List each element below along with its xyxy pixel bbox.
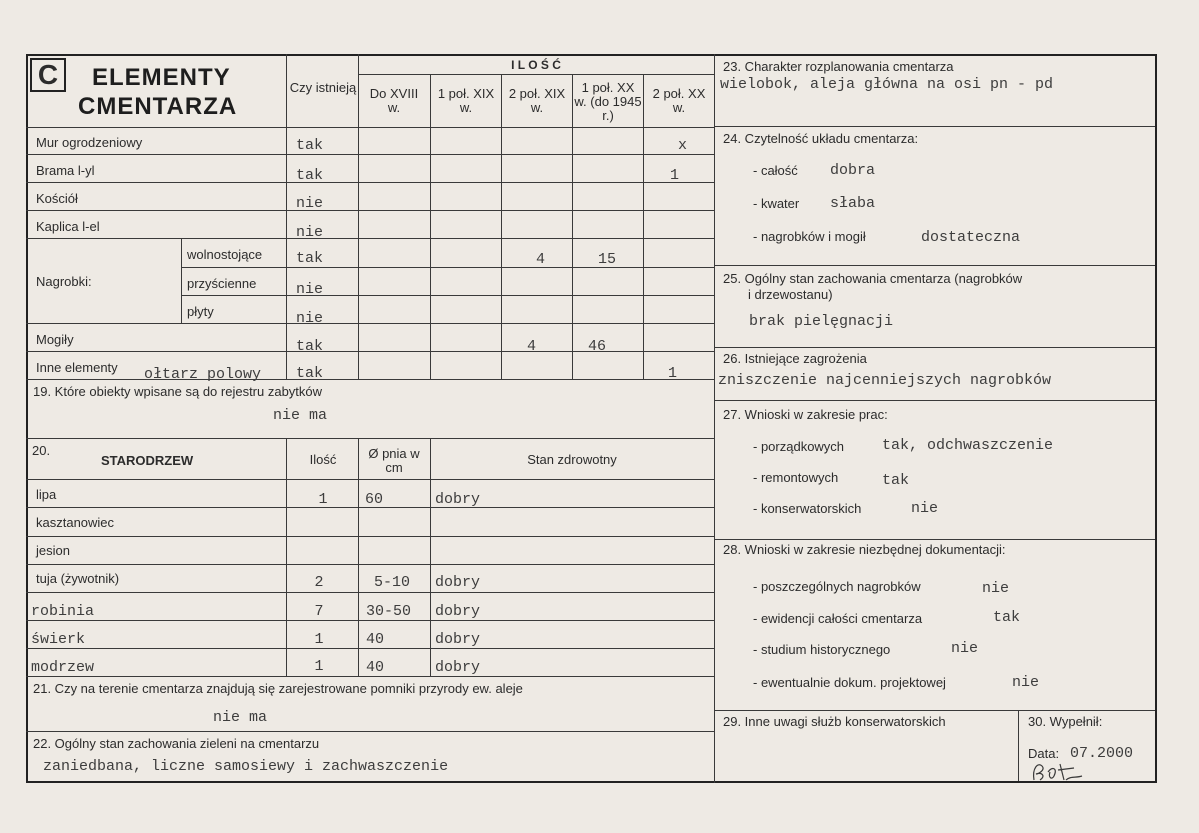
wolno-label: wolnostojące	[187, 247, 263, 262]
q22-label: 22. Ogólny stan zachowania zieleni na cmentarzu	[33, 736, 320, 751]
tree-qty: 1	[314, 631, 324, 648]
q28-label: 28. Wnioski w zakresie niezbędnej dokumentacji:	[723, 542, 1006, 557]
q28-c-value: nie	[951, 640, 979, 657]
q21-label: 21. Czy na terenie cmentarza znajdują się zarejestrowane pomniki przyrody ew. aleje	[33, 681, 523, 696]
wolno-p4: 15	[598, 251, 617, 268]
mogily-label: Mogiły	[36, 332, 74, 347]
q26-answer: zniszczenie najcenniejszych nagrobków	[718, 372, 1052, 389]
tree-name: robinia	[31, 603, 95, 620]
q24-label: 24. Czytelność układu cmentarza:	[723, 131, 919, 146]
period-2: 1 poł. XIX w.	[437, 86, 495, 115]
tree-qty: 7	[314, 603, 324, 620]
q28-c-label: - studium historycznego	[753, 642, 891, 657]
q24-nagr-label: - nagrobków i mogił	[753, 229, 866, 244]
tree-health: dobry	[435, 659, 481, 676]
kaplica-exists: nie	[296, 224, 324, 241]
tree-name: kasztanowiec	[36, 515, 115, 530]
q27-kons-value: nie	[911, 500, 939, 517]
q23-answer: wielobok, aleja główna na osi pn - pd	[720, 76, 1054, 93]
przysc-exists: nie	[296, 281, 324, 298]
inne-exists: tak	[296, 365, 324, 382]
tree-diam: 40	[366, 631, 385, 648]
q19-answer: nie ma	[273, 407, 328, 424]
q21-answer: nie ma	[213, 709, 268, 726]
brama-label: Brama l-yl	[36, 163, 95, 178]
q25-label-1: 25. Ogólny stan zachowania cmentarza (nagrobków	[723, 271, 1023, 286]
q24-kwater-value: słaba	[830, 195, 876, 212]
inne-p5: 1	[668, 365, 678, 382]
q29-label: 29. Inne uwagi służb konserwatorskich	[723, 714, 946, 729]
q30-date-value: 07.2000	[1070, 745, 1134, 762]
q20-num: 20.	[32, 443, 51, 458]
mogily-exists: tak	[296, 338, 324, 355]
q27-rem-label: - remontowych	[753, 470, 839, 485]
q27-kons-label: - konserwatorskich	[753, 501, 862, 516]
period-5: 2 poł. XX w.	[652, 86, 706, 115]
q24-kwater-label: - kwater	[753, 196, 800, 211]
title-line2: CMENTARZA	[78, 93, 238, 120]
q27-porz-value: tak, odchwaszczenie	[882, 437, 1054, 454]
q30-date-label: Data:	[1028, 746, 1060, 761]
mur-exists: tak	[296, 137, 324, 154]
przysc-label: przyścienne	[187, 276, 257, 291]
brama-p5: 1	[670, 167, 680, 184]
q30-label: 30. Wypełnił:	[1028, 714, 1103, 729]
inne-label: Inne elementy	[36, 360, 118, 375]
section-letter: C	[30, 58, 66, 92]
inne-value: ołtarz polowy	[144, 366, 262, 383]
q20-title: STARODRZEW	[101, 453, 194, 468]
q27-label: 27. Wnioski w zakresie prac:	[723, 407, 888, 422]
q28-b-label: - ewidencji całości cmentarza	[753, 611, 923, 626]
q24-calosc-value: dobra	[830, 162, 876, 179]
kosciol-label: Kościół	[36, 191, 78, 206]
period-4: 1 poł. XX w. (do 1945 r.)	[574, 80, 642, 123]
tree-name: świerk	[31, 631, 86, 648]
tree-name: tuja (żywotnik)	[36, 571, 120, 586]
kosciol-exists: nie	[296, 195, 324, 212]
mogily-p3: 4	[527, 338, 537, 355]
q24-calosc-label: - całość	[753, 163, 798, 178]
q27-rem-value: tak	[882, 472, 910, 489]
q28-a-value: nie	[982, 580, 1010, 597]
tree-diam: 5-10	[374, 574, 411, 591]
q22-answer: zaniedbana, liczne samosiewy i zachwaszczenie	[43, 758, 449, 775]
q24-nagr-value: dostateczna	[921, 229, 1021, 246]
period-3: 2 poł. XIX w.	[508, 86, 566, 115]
tree-diam: 30-50	[366, 603, 412, 620]
q20-col-diam: Ø pnia w cm	[368, 446, 420, 475]
q19-label: 19. Które obiekty wpisane są do rejestru zabytków	[33, 384, 323, 399]
tree-qty: 2	[314, 574, 324, 591]
plyty-label: płyty	[187, 304, 214, 319]
tree-diam: 60	[365, 491, 384, 508]
q25-label-2: i drzewostanu)	[748, 287, 833, 302]
q28-b-value: tak	[993, 609, 1021, 626]
period-1: Do XVIII w.	[369, 86, 419, 115]
q20-col-health: Stan zdrowotny	[527, 452, 617, 467]
kaplica-label: Kaplica l-el	[36, 219, 100, 234]
mogily-p4: 46	[588, 338, 607, 355]
tree-health: dobry	[435, 574, 481, 591]
q27-porz-label: - porządkowych	[753, 439, 845, 454]
wolno-p3: 4	[536, 251, 546, 268]
signature	[1030, 760, 1086, 784]
tree-qty: 1	[314, 658, 324, 675]
exists-col-header: Czy istnieją	[289, 80, 357, 95]
tree-health: dobry	[435, 631, 481, 648]
tree-qty: 1	[318, 491, 328, 508]
q28-d-label: - ewentualnie dokum. projektowej	[753, 675, 946, 690]
q28-a-label: - poszczególnych nagrobków	[753, 579, 921, 594]
plyty-exists: nie	[296, 310, 324, 327]
mur-label: Mur ogrodzeniowy	[36, 135, 143, 150]
q25-answer: brak pielęgnacji	[749, 313, 894, 330]
wolno-exists: tak	[296, 250, 324, 267]
tree-name: lipa	[36, 487, 57, 502]
title-line1: ELEMENTY	[92, 64, 231, 91]
tree-health: dobry	[435, 491, 481, 508]
brama-exists: tak	[296, 167, 324, 184]
q23-label: 23. Charakter rozplanowania cmentarza	[723, 59, 954, 74]
q26-label: 26. Istniejące zagrożenia	[723, 351, 867, 366]
tree-health: dobry	[435, 603, 481, 620]
nagrobki-label: Nagrobki:	[36, 274, 92, 289]
q28-d-value: nie	[1012, 674, 1040, 691]
mur-p5: x	[678, 137, 688, 154]
ilosc-header: I L O Ś Ć	[511, 58, 561, 72]
tree-name: jesion	[36, 543, 70, 558]
q20-col-qty: Ilość	[309, 452, 337, 467]
tree-name: modrzew	[31, 659, 95, 676]
tree-diam: 40	[366, 659, 385, 676]
